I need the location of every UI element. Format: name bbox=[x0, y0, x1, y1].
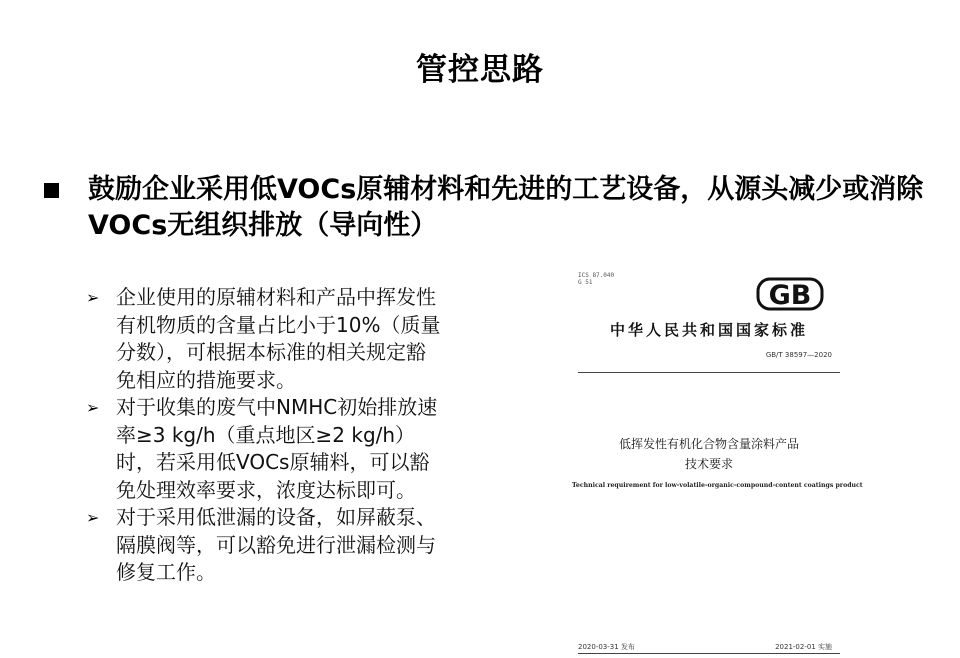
standard-title-line: 技术要求 bbox=[684, 457, 733, 471]
issue-date: 2020-03-31 发布 bbox=[578, 643, 635, 651]
headline-text: 鼓励企业采用低VOCs原辅材料和先进的工艺设备，从源头减少或消除VOCs无组织排放（导向性） bbox=[88, 174, 924, 241]
bullet-point bbox=[86, 504, 446, 587]
bullet-point-text: 企业使用的原辅材料和产品中挥发性有机物质的含量占比小于10%（质量分数），可根据本标准的相关规定豁免相应的措施要求。 bbox=[116, 285, 441, 392]
square-bullet-icon bbox=[44, 183, 59, 198]
bullet-point-text: 对于采用低泄漏的设备，如屏蔽泵、隔膜阀等，可以豁免进行泄漏检测与修复工作。 bbox=[116, 505, 436, 584]
gb-logo-icon bbox=[756, 276, 824, 312]
headline bbox=[44, 172, 934, 244]
bullet-point bbox=[86, 394, 446, 504]
standard-title-line: 低挥发性有机化合物含量涂料产品 bbox=[618, 437, 799, 451]
standard-title-en: Technical requirement for low-volatile-organic-compound-content coatings product bbox=[572, 482, 863, 489]
arrow-bullet-icon: ➢ bbox=[86, 398, 100, 417]
divider bbox=[578, 653, 840, 654]
national-standard-heading: 中华人民共和国国家标准 bbox=[609, 321, 808, 339]
standard-title-cn bbox=[578, 434, 840, 474]
ics-line: ICS 87.040 bbox=[578, 272, 615, 279]
standard-document-image bbox=[562, 266, 863, 658]
arrow-bullet-icon: ➢ bbox=[86, 508, 100, 527]
arrow-bullet-icon: ➢ bbox=[86, 288, 100, 307]
bullet-point-text: 对于收集的废气中NMHC初始排放速率≥3 kg/h（重点地区≥2 kg/h）时，若采用低VOCs原辅料，可以豁免处理效率要求，浓度达标即可。 bbox=[116, 395, 438, 502]
slide-title: 管控思路 bbox=[416, 52, 544, 88]
gb-logo-text: GB bbox=[768, 280, 812, 311]
ics-line: G 51 bbox=[578, 279, 593, 286]
implement-date: 2021-02-01 实施 bbox=[775, 643, 832, 651]
standard-number: GB/T 38597—2020 bbox=[765, 351, 832, 359]
divider bbox=[578, 372, 840, 373]
bullet-point bbox=[86, 284, 446, 394]
ics-code bbox=[578, 272, 614, 286]
bullet-points bbox=[86, 284, 446, 587]
